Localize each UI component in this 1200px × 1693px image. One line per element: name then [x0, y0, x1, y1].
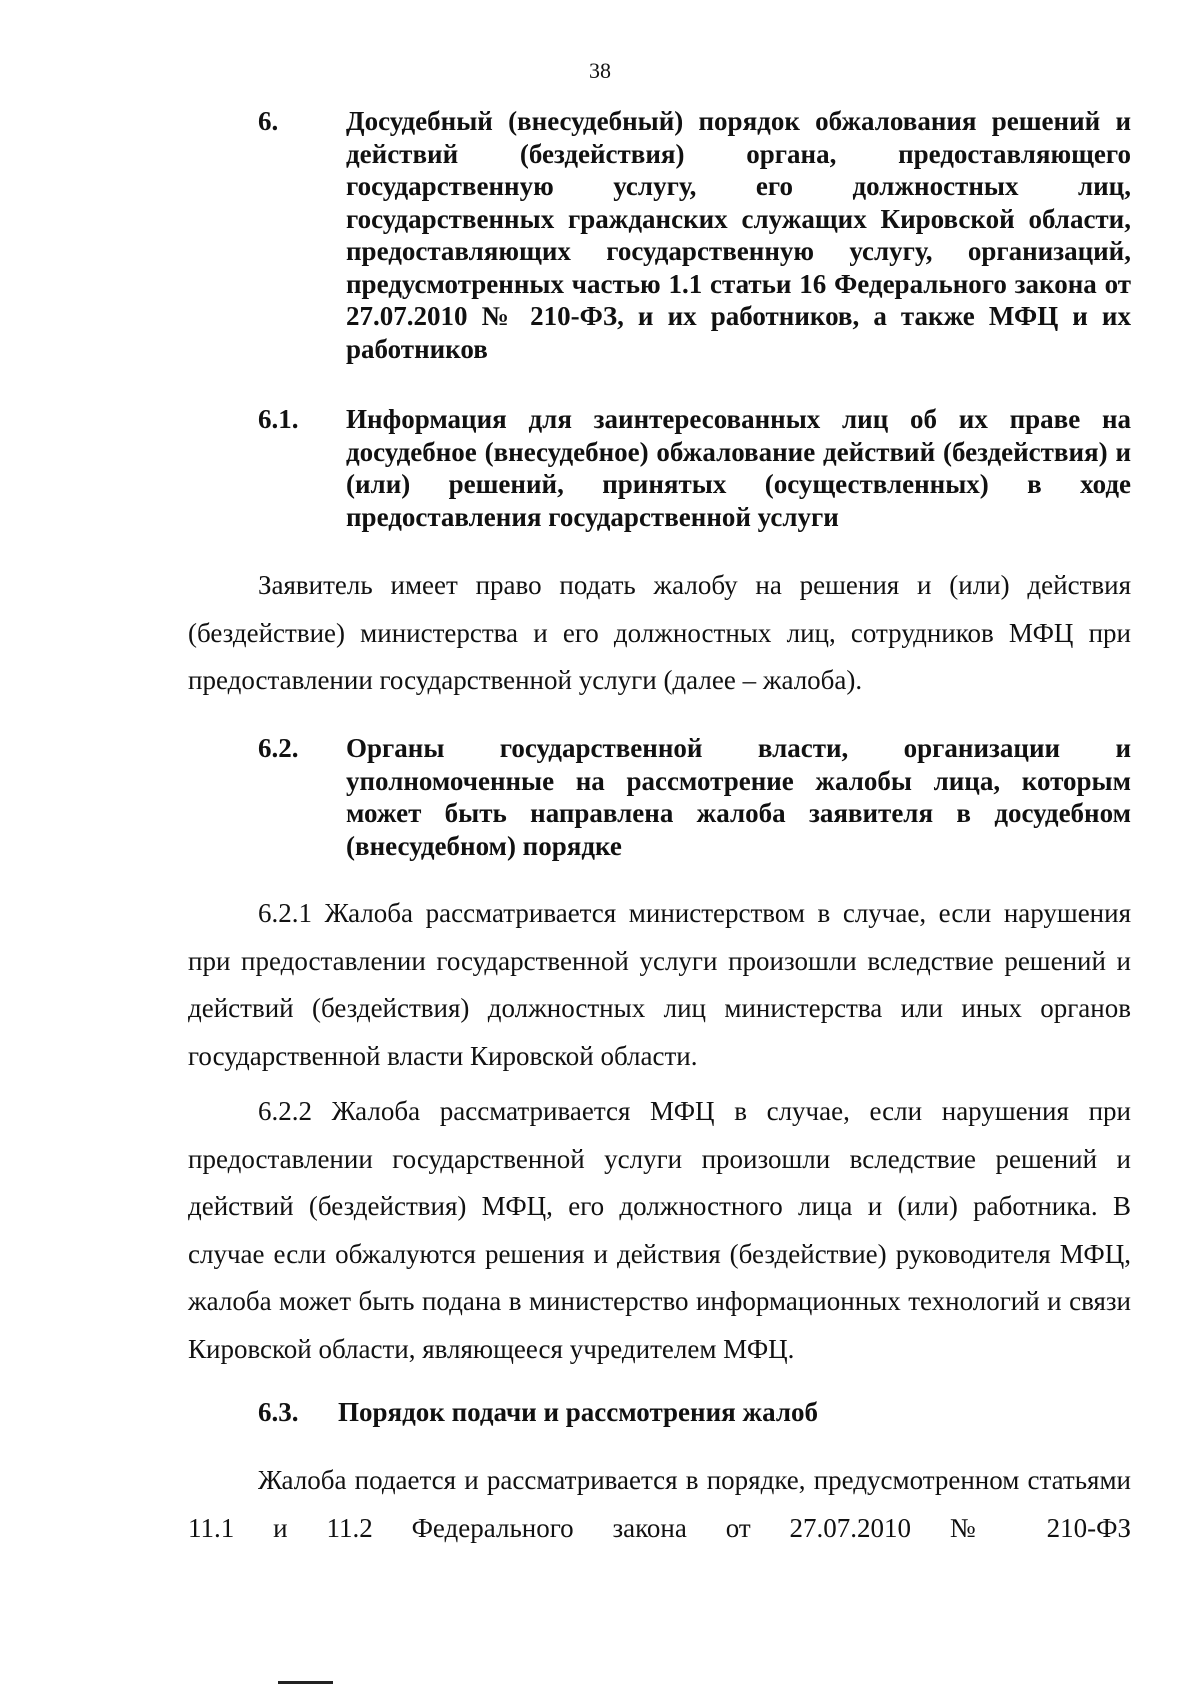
paragraph-complaint-procedure: Жалоба подается и рассматривается в порядке, предусмотренном статьями 11.1 и 11.2 Федерального закона от 27.07.2010 № 210-ФЗ: [188, 1465, 1131, 1543]
section-number: 6.1.: [258, 404, 299, 434]
section-heading-6-1: [258, 403, 1131, 533]
paragraph-complaint-right: Заявитель имеет право подать жалобу на решения и (или) действия (бездействие) министерства и его должностных лиц, сотрудников МФЦ при предоставлении государственной услуги (далее – жалоба).: [188, 570, 1131, 695]
section-number: 6.3.: [258, 1397, 299, 1427]
section-number: 6.: [258, 106, 279, 136]
section-title: Досудебный (внесудебный) порядок обжалования решений и действий (бездействия) органа, предоставляющего государственную услугу, его должностных лиц, государственных гражданских служащих Кировской области, предоставляющих государственную услугу, организаций, предусмотренных частью 1.1 статьи 16 Федерального закона от 27.07.2010 № 210-ФЗ, и их работников, а также МФЦ и их работников: [346, 106, 1131, 364]
section-heading-6-3: [258, 1396, 1131, 1429]
section-title: Информация для заинтересованных лиц об их праве на досудебное (внесудебное) обжалование действий (бездействия) и (или) решений, принятых (осуществленных) в ходе предоставления государственной услуги: [346, 404, 1131, 532]
section-title: Органы государственной власти, организации и уполномоченные на рассмотрение жалобы лица, которым может быть направлена жалоба заявителя в досудебном (внесудебном) порядке: [346, 733, 1131, 861]
section-title: Порядок подачи и рассмотрения жалоб: [338, 1397, 818, 1427]
section-heading-6-2: [258, 732, 1131, 862]
scan-artifact-line: [278, 1681, 333, 1684]
page-number: 38: [589, 58, 611, 83]
paragraph-6-2-2: 6.2.2 Жалоба рассматривается МФЦ в случае, если нарушения при предоставлении государственной услуги произошли вследствие решений и действий (бездействия) МФЦ, его должностного лица и (или) работника. В случае если обжалуются решения и действия (бездействие) руководителя МФЦ, жалоба может быть подана в министерство информационных технологий и связи Кировской области, являющееся учредителем МФЦ.: [188, 1096, 1131, 1364]
section-number: 6.2.: [258, 733, 299, 763]
section-heading-6: [258, 105, 1131, 365]
paragraph-6-2-1: 6.2.1 Жалоба рассматривается министерством в случае, если нарушения при предоставлении государственной услуги произошли вследствие решений и действий (бездействия) должностных лиц министерства или иных органов государственной власти Кировской области.: [188, 898, 1131, 1071]
